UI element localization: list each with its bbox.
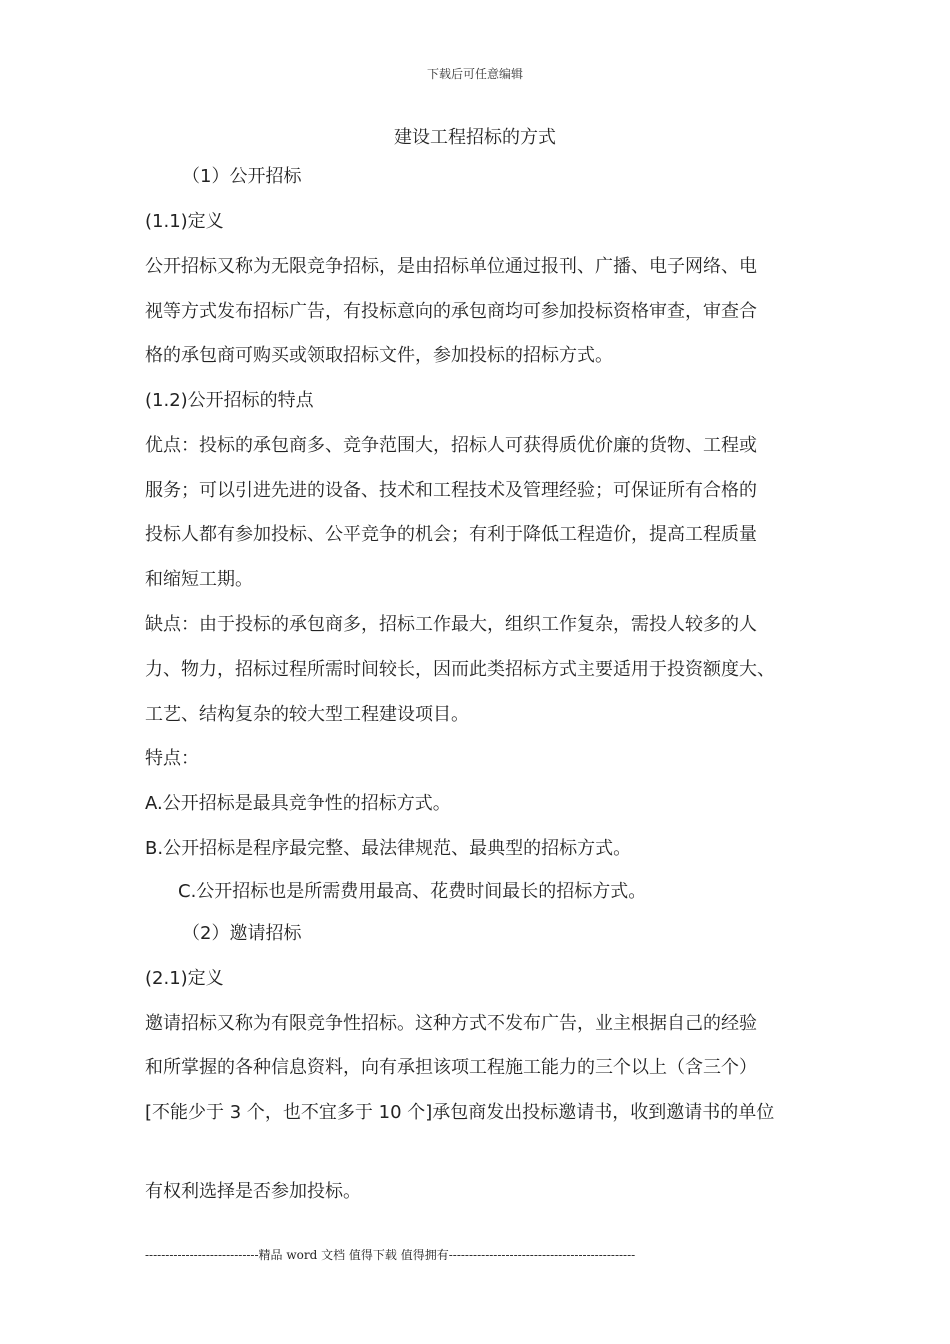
list-item: C.公开招标也是所需费用最高、花费时间最长的招标方式。 <box>178 881 647 902</box>
paragraph-line: 缺点：由于投标的承包商多，招标工作最大，组织工作复杂，需投人较多的人 <box>145 614 757 635</box>
section-heading-open-tender: （1）公开招标 <box>182 166 302 187</box>
paragraph-line: 和所掌握的各种信息资料，向有承担该项工程施工能力的三个以上（含三个） <box>145 1057 757 1078</box>
paragraph-line: 优点：投标的承包商多、竞争范围大，招标人可获得质优价廉的货物、工程或 <box>145 435 757 456</box>
paragraph-line: 公开招标又称为无限竞争招标，是由招标单位通过报刊、广播、电子网络、电 <box>145 256 757 277</box>
paragraph-line: 服务；可以引进先进的设备、技术和工程技术及管理经验；可保证所有合格的 <box>145 480 757 501</box>
paragraph-line: 投标人都有参加投标、公平竞争的机会；有利于降低工程造价，提高工程质量 <box>145 524 757 545</box>
paragraph-line: 力、物力，招标过程所需时间较长，因而此类招标方式主要适用于投资额度大、 <box>145 659 775 680</box>
paragraph-line: 视等方式发布招标广告，有投标意向的承包商均可参加投标资格审查，审查合 <box>145 301 757 322</box>
paragraph-line: [不能少于 3 个，也不宜多于 10 个]承包商发出投标邀请书，收到邀请书的单位 <box>145 1102 775 1123</box>
paragraph-line: 和缩短工期。 <box>145 569 253 590</box>
paragraph-line: 有权利选择是否参加投标。 <box>145 1181 361 1202</box>
paragraph-line: 工艺、结构复杂的较大型工程建设项目。 <box>145 704 469 725</box>
list-item: A.公开招标是最具竞争性的招标方式。 <box>145 793 451 814</box>
section-heading-invited-tender: （2）邀请招标 <box>182 923 302 944</box>
document-title: 建设工程招标的方式 <box>394 127 556 148</box>
header-note: 下载后可任意编辑 <box>426 67 523 81</box>
paragraph-line: 邀请招标又称为有限竞争性招标。这种方式不发布广告，业主根据自己的经验 <box>145 1013 757 1034</box>
footer-rule: ----------------------------精品 word 文档 值得下载 值得拥有---------------------------------------------- <box>145 1248 636 1262</box>
paragraph-line: 格的承包商可购买或领取招标文件，参加投标的招标方式。 <box>145 345 613 366</box>
list-item: B.公开招标是程序最完整、最法律规范、最典型的招标方式。 <box>145 838 632 859</box>
paragraph-line: 特点： <box>145 748 199 769</box>
subheading-features: (1.2)公开招标的特点 <box>145 390 314 411</box>
subheading-definition-2: (2.1)定义 <box>145 968 224 989</box>
subheading-definition-1: (1.1)定义 <box>145 211 224 232</box>
